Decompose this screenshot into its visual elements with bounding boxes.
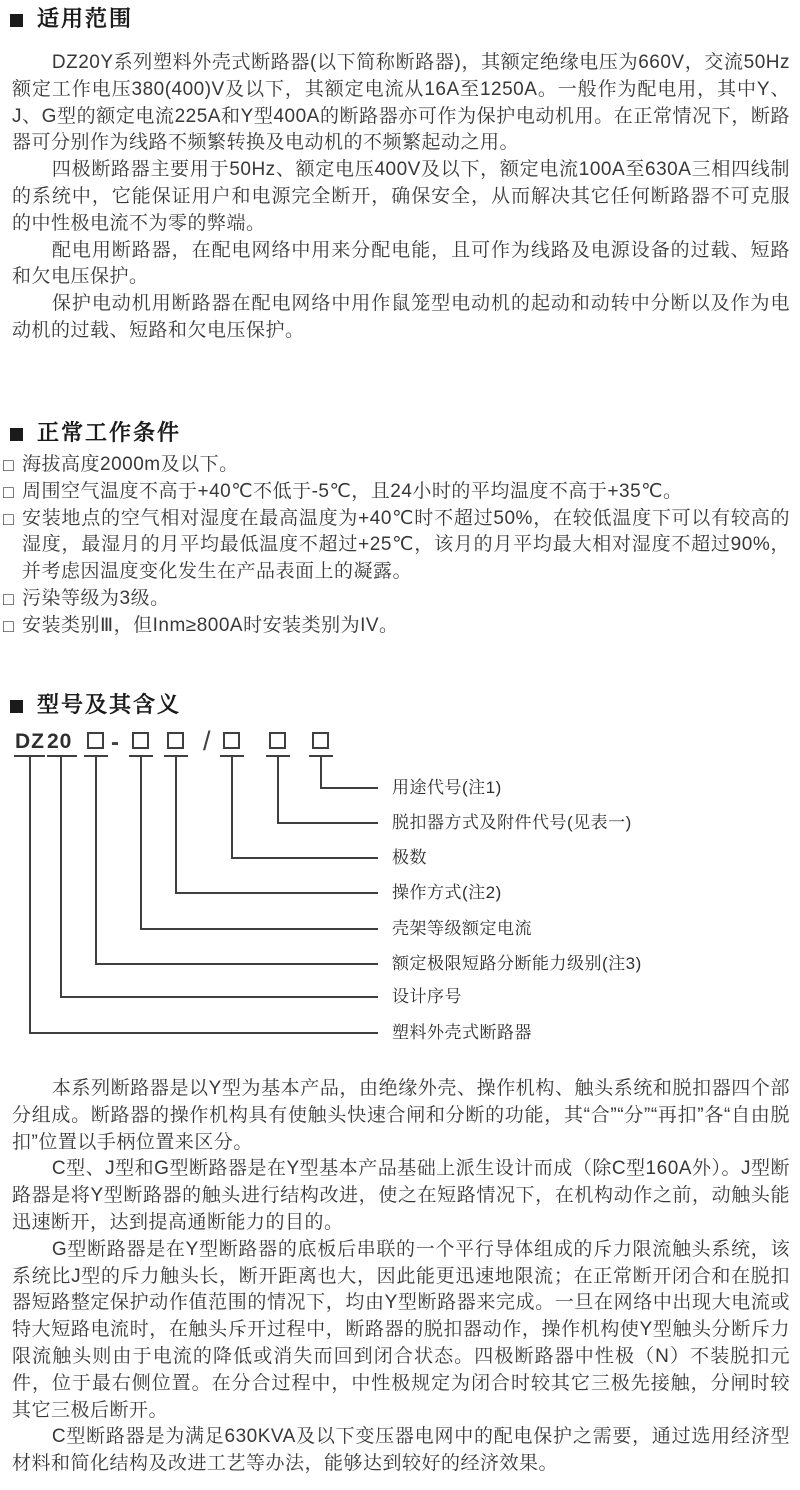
code-serial: 20	[47, 730, 73, 753]
square-bullet-icon	[10, 14, 23, 27]
paragraph: 四极断路器主要用于50Hz、额定电压400V及以下，额定电流100A至630A三相四线制的系统中，它能保证用户和电源完全断开，确保安全，从而解决其它任何断路器不可克服的中性极电流不为零的弊端。	[12, 159, 790, 234]
scope-paragraphs	[12, 50, 790, 345]
code-dash: -	[111, 729, 119, 756]
model-label-frame-current: 壳架等级额定电流	[392, 919, 532, 938]
code-box	[269, 732, 286, 749]
checkbox-square-icon: □	[3, 481, 15, 502]
model-label-design-serial: 设计序号	[392, 987, 462, 1006]
checkbox-square-icon: □	[3, 615, 15, 636]
list-item-text: 海拔高度2000m及以下。	[22, 454, 239, 475]
list-item	[3, 613, 790, 640]
code-box	[167, 732, 184, 749]
model-label-release-code: 脱扣器方式及附件代号(见表一)	[392, 813, 632, 832]
paragraph: DZ20Y系列塑料外壳式断路器(以下简称断路器)，其额定绝缘电压为660V，交流50Hz额定工作电压380(400)V及以下，其额定电流从16A至1250A。一般作为配电用，其中Y、J、G型的额定电流225A和Y型400A的断路器亦可作为保护电动机用。在正常情况下，断路器可分别作为线路不频繁转换及电动机的不频繁起动之用。	[12, 52, 790, 154]
list-item-text: 安装地点的空气相对湿度在最高温度为+40℃时不超过50%，在较低温度下可以有较高的湿度，最湿月的月平均最低温度不超过+25℃，该月的月平均最大相对湿度不超过90%，并考虑因温度变化发生在产品表面上的凝露。	[22, 507, 790, 583]
code-box	[87, 732, 104, 749]
list-item	[3, 506, 790, 586]
square-bullet-icon	[10, 428, 23, 441]
list-item	[3, 452, 790, 479]
paragraph: C型、J型和G型断路器是在Y型基本产品基础上派生设计而成（除C型160A外）。J型断路器是将Y型断路器的触头进行结构改进，使之在短路情况下，在机构动作之前，动触头能迅速断开，达到提高通断能力的目的。	[12, 1158, 790, 1233]
conditions-list	[3, 452, 790, 640]
paragraph: C型断路器是为满足630KVA及以下变压器电网中的配电保护之需要，通过选用经济型材料和简化结构及改进工艺等办法，能够达到较好的经济效果。	[12, 1426, 790, 1475]
section-heading-model	[10, 691, 181, 719]
model-paragraphs	[12, 1076, 790, 1478]
checkbox-square-icon: □	[3, 508, 15, 529]
section-title-model: 型号及其含义	[37, 692, 182, 717]
section-heading-scope	[10, 5, 133, 33]
code-slash: /	[203, 726, 211, 756]
list-item-text: 安装类别Ⅲ，但Inm≥800A时安装类别为IV。	[22, 614, 399, 636]
model-label-mccb: 塑料外壳式断路器	[392, 1023, 532, 1042]
section-title-scope: 适用范围	[37, 6, 134, 31]
model-label-purpose-code: 用途代号(注1)	[392, 778, 502, 797]
list-item	[3, 479, 790, 506]
model-label-breaking-level: 额定极限短路分断能力级别(注3)	[392, 954, 642, 973]
list-item-text: 周围空气温度不高于+40℃不低于-5℃，且24小时的平均温度不高于+35℃。	[22, 480, 683, 502]
paragraph: 本系列断路器是以Y型为基本产品，由绝缘外壳、操作机构、触头系统和脱扣器四个部分组成。断路器的操作机构具有使触头快速合闸和分断的功能，其“合”“分”“再扣”各“自由脱扣”位置以手柄位置来区分。	[12, 1078, 790, 1153]
paragraph: G型断路器是在Y型断路器的底板后串联的一个平行导体组成的斥力限流触头系统，该系统比J型的斥力触头长，断开距离也大，因此能更迅速地限流；在正常断开闭合和在脱扣器短路整定保护动作值范围的情况下，均由Y型断路器来完成。一旦在网络中出现大电流或特大短路电流时，在触头斥开过程中，断路器的脱扣器动作，操作机构使Y型触头分断斥力限流触头则由于电流的降低或消失而回到闭合状态。四极断路器中性极（N）不装脱扣元件，位于最右侧位置。在分合过程中，中性极规定为闭合时较其它三极先接触，分闸时较其它三极后断开。	[12, 1238, 790, 1421]
code-prefix: DZ	[15, 730, 45, 753]
paragraph: 保护电动机用断路器在配电网络中用作鼠笼型电动机的起动和动转中分断以及作为电动机的过载、短路和欠电压保护。	[12, 293, 790, 341]
checkbox-square-icon: □	[3, 455, 15, 475]
section-heading-conditions	[10, 419, 181, 447]
code-box	[132, 732, 149, 749]
list-item-text: 污染等级为3级。	[22, 587, 170, 609]
list-item	[3, 586, 790, 613]
code-box	[223, 732, 240, 749]
code-box	[312, 732, 329, 749]
model-code-diagram	[0, 725, 800, 1070]
model-label-poles: 极数	[392, 848, 427, 867]
checkbox-square-icon: □	[3, 588, 15, 609]
section-title-conditions: 正常工作条件	[37, 420, 182, 445]
square-bullet-icon	[10, 700, 23, 713]
paragraph: 配电用断路器，在配电网络中用来分配电能，且可作为线路及电源设备的过载、短路和欠电压保护。	[12, 239, 790, 288]
model-label-operation-mode: 操作方式(注2)	[392, 883, 502, 902]
